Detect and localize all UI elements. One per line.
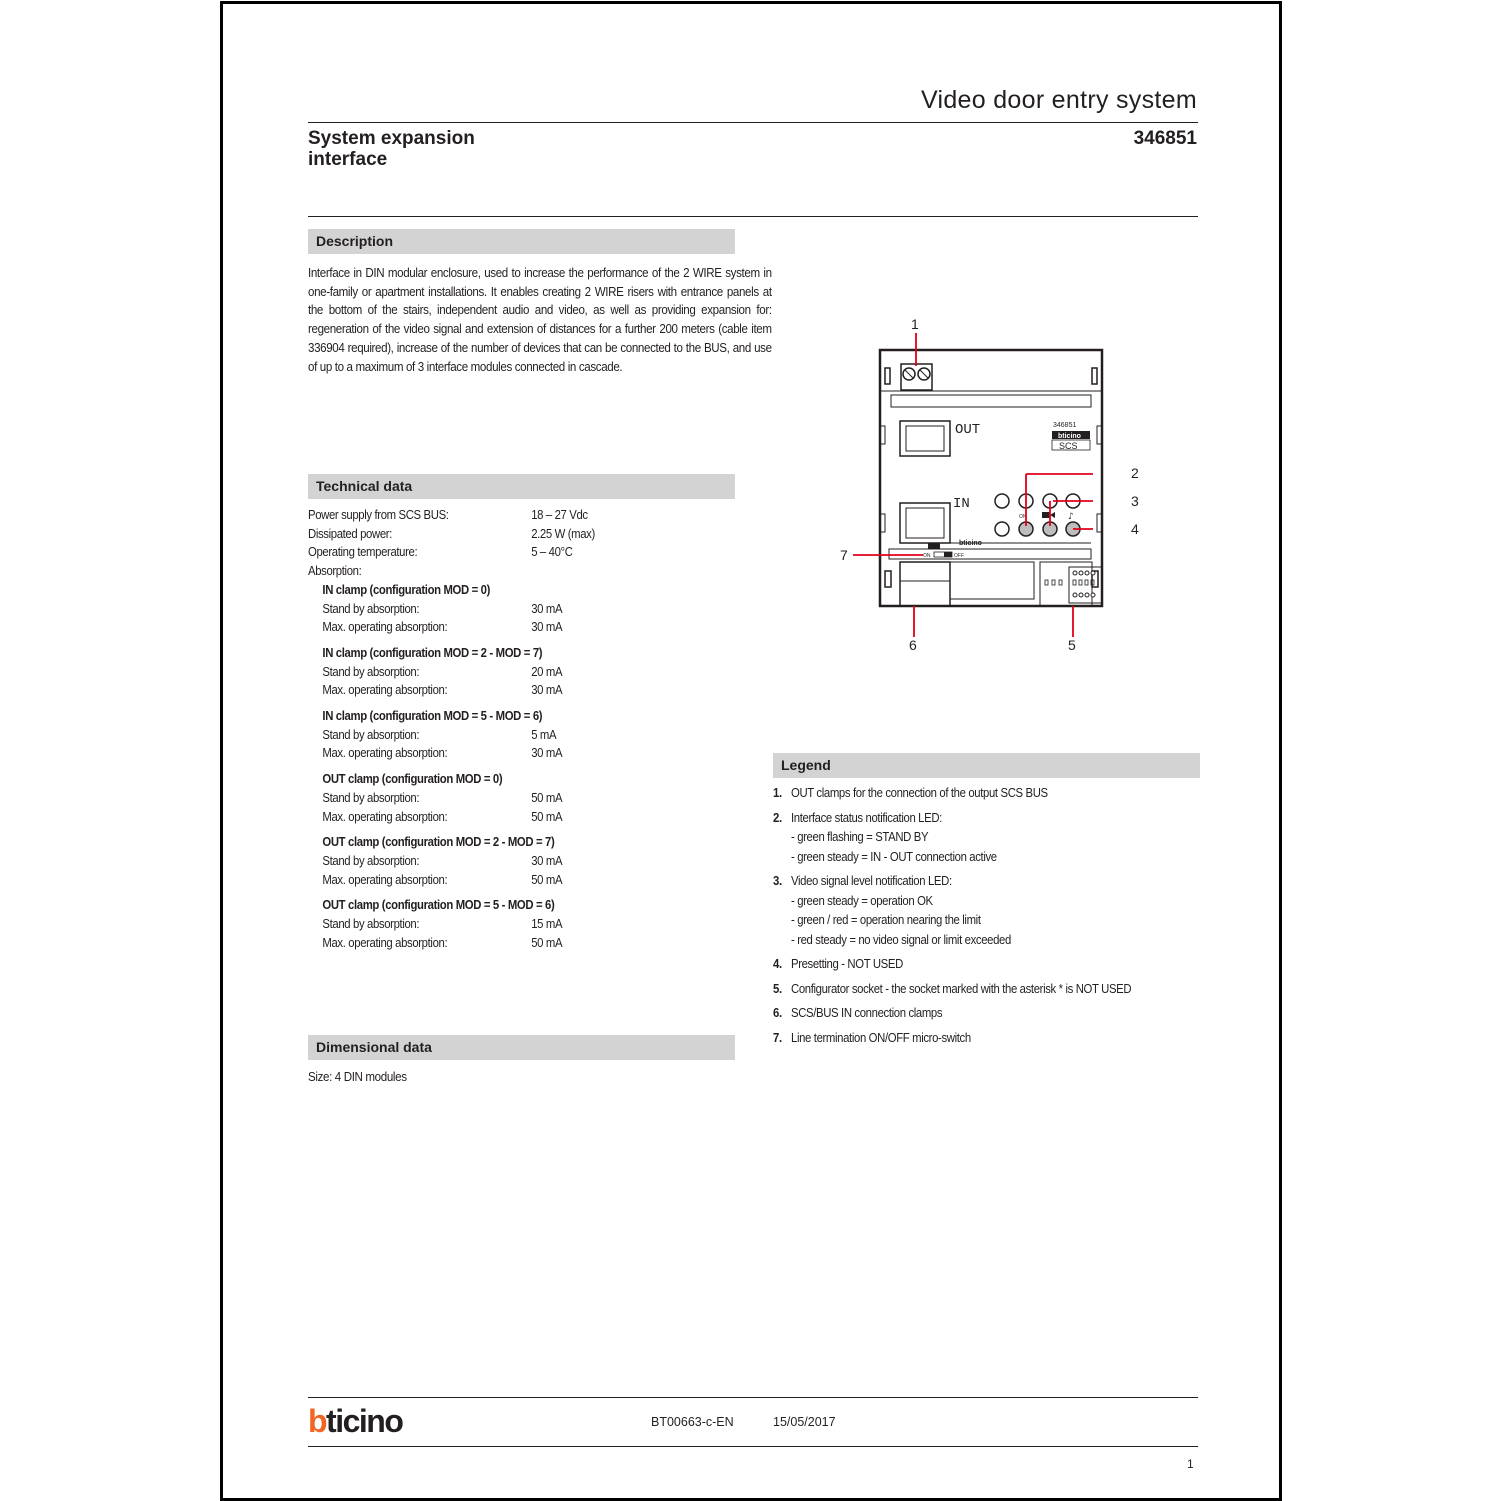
technical-data-value: 30 mA: [531, 853, 563, 868]
legend-item-number: 5.: [773, 981, 782, 996]
socket-pin-icon: [1091, 593, 1095, 597]
legend-item-text: Presetting - NOT USED: [791, 957, 903, 971]
switch-off-label: OFF: [954, 553, 964, 559]
legend-list: [773, 784, 1151, 1053]
technical-data-value: 30 mA: [531, 746, 563, 761]
legend-item-number: 1.: [773, 786, 782, 800]
legend-item: [773, 955, 1151, 975]
socket-pin-icon: [1091, 571, 1095, 575]
technical-data-value: 18 – 27 Vdc: [531, 508, 588, 522]
socket-pin-icon: [1073, 571, 1077, 575]
legend-item-detail: - green steady = IN - OUT connection active: [791, 849, 997, 864]
callout-2: 2: [1131, 465, 1139, 481]
scs-badge-text: SCS: [1059, 441, 1078, 451]
technical-data-label: Absorption:: [308, 564, 362, 579]
technical-data-row: [308, 600, 740, 619]
absorption-group-title: IN clamp (configuration MOD = 2 - MOD = 7): [322, 645, 543, 660]
technical-data-value: 5 mA: [531, 727, 557, 742]
callout-4: 4: [1131, 521, 1139, 537]
legend-item: [773, 980, 1151, 1000]
technical-data-row: [308, 681, 740, 700]
header-rule: [308, 122, 1198, 123]
camera-icon: [1042, 512, 1050, 518]
technical-data-value: 30 mA: [531, 601, 563, 616]
technical-data-row: [308, 934, 740, 953]
led-on-mark: ON: [1019, 514, 1027, 520]
device-diagram: [813, 309, 1153, 664]
brand-badge-text: bticino: [1058, 433, 1081, 440]
product-name: [308, 128, 608, 170]
legend-item-detail: - red steady = no video signal or limit exceeded: [791, 932, 1011, 947]
technical-data-value: 30 mA: [531, 620, 563, 635]
page-number: 1: [1187, 1457, 1194, 1471]
technical-data-row: [308, 618, 740, 637]
in-label: IN: [953, 496, 970, 512]
document-category-title: Video door entry system: [920, 86, 1197, 114]
technical-data-row: [308, 833, 740, 852]
technical-data-label: Stand by absorption:: [322, 664, 420, 679]
technical-data-label: Max. operating absorption:: [322, 809, 448, 824]
technical-data-label: Max. operating absorption:: [322, 746, 448, 761]
dimensional-data-heading: Dimensional data: [308, 1035, 735, 1060]
technical-data-row: [308, 663, 740, 682]
legend-item-text: Line termination ON/OFF micro-switch: [791, 1030, 971, 1045]
footer-rule: [308, 1397, 1198, 1398]
technical-data-row: [308, 581, 740, 600]
legend-item-detail: - green steady = operation OK: [791, 893, 933, 908]
technical-data-value: 50 mA: [531, 872, 563, 887]
technical-data-row: [308, 525, 740, 544]
legend-item-text: OUT clamps for the connection of the output SCS BUS: [791, 786, 1048, 800]
technical-data-value: 30 mA: [531, 683, 563, 698]
model-label: 346851: [1053, 422, 1077, 429]
technical-data-label: Operating temperature:: [308, 545, 418, 560]
absorption-group-title: IN clamp (configuration MOD = 0): [322, 582, 491, 597]
panel-brand: bticino: [959, 540, 982, 547]
music-note-icon: ♪: [1068, 512, 1074, 522]
out-label: OUT: [955, 422, 981, 438]
technical-data-label: Stand by absorption:: [322, 727, 420, 742]
socket-pin-icon: [1085, 571, 1089, 575]
legend-item-number: 2.: [773, 810, 782, 825]
technical-data-row: [308, 506, 740, 525]
led-bottom-1-icon: [995, 522, 1009, 536]
technical-data-row: [308, 744, 740, 763]
technical-data-table: [308, 506, 735, 966]
legend-item: [773, 1029, 1151, 1049]
technical-data-label: Max. operating absorption:: [322, 683, 448, 698]
document-date: 15/05/2017: [773, 1415, 836, 1429]
technical-data-row: [308, 644, 740, 663]
legend-item-detail: - green flashing = STAND BY: [791, 830, 929, 844]
legend-item-text: Interface status notification LED:: [791, 810, 942, 825]
callout-7: 7: [840, 547, 848, 563]
technical-data-row: [308, 789, 740, 808]
datasheet-page: [220, 1, 1282, 1501]
legend-heading: Legend: [773, 753, 1200, 778]
technical-data-row: [308, 915, 740, 934]
switch-on-label: ON: [923, 553, 931, 559]
callout-6: 6: [909, 637, 917, 653]
technical-data-row: [308, 726, 740, 745]
technical-data-value: 5 – 40°C: [531, 545, 573, 560]
technical-data-value: 2.25 W (max): [531, 526, 595, 541]
legend-item-text: SCS/BUS IN connection clamps: [791, 1006, 943, 1020]
socket-pin-icon: [1079, 571, 1083, 575]
absorption-group-title: OUT clamp (configuration MOD = 2 - MOD = 7): [322, 835, 555, 850]
socket-pin-icon: [1073, 593, 1077, 597]
technical-data-row: [308, 852, 740, 871]
legend-item-detail: - green / red = operation nearing the limit: [791, 913, 981, 927]
absorption-group-title: OUT clamp (configuration MOD = 0): [322, 772, 503, 787]
technical-data-value: 50 mA: [531, 809, 563, 824]
technical-data-label: Max. operating absorption:: [322, 620, 448, 635]
led-top-1-icon: [995, 494, 1009, 508]
legend-item-text: Video signal level notification LED:: [791, 874, 952, 888]
technical-data-heading: Technical data: [308, 474, 735, 499]
technical-data-label: Stand by absorption:: [322, 917, 420, 931]
technical-data-label: Power supply from SCS BUS:: [308, 508, 449, 522]
technical-data-value: 50 mA: [531, 935, 563, 950]
switch-knob: [944, 552, 952, 557]
product-name-line1: System expansion: [308, 128, 475, 149]
legend-item: [773, 784, 1151, 804]
technical-data-label: Stand by absorption:: [322, 601, 420, 616]
logo-text: bticino: [308, 1404, 403, 1436]
callout-3: 3: [1131, 493, 1139, 509]
technical-data-label: Dissipated power:: [308, 526, 392, 541]
technical-data-label: Max. operating absorption:: [322, 935, 448, 950]
legend-item: [773, 872, 1151, 950]
header-bottom-rule: [308, 216, 1198, 217]
legend-item-number: 4.: [773, 957, 782, 971]
socket-pin-icon: [1085, 593, 1089, 597]
callout-5: 5: [1068, 637, 1076, 653]
legend-item-number: 7.: [773, 1030, 782, 1045]
bticino-logo: [308, 1404, 440, 1436]
dimensional-data-text: Size: 4 DIN modules: [308, 1070, 407, 1084]
legend-item-text: Configurator socket - the socket marked with the asterisk * is NOT USED: [791, 981, 1132, 996]
technical-data-value: 20 mA: [531, 664, 563, 679]
technical-data-row: [308, 770, 740, 789]
technical-data-value: 15 mA: [531, 917, 563, 931]
footer-bottom-rule: [308, 1446, 1198, 1447]
socket-pin-icon: [1079, 593, 1083, 597]
legend-item-number: 6.: [773, 1006, 782, 1020]
legend-item: [773, 809, 1151, 868]
technical-data-row: [308, 543, 740, 562]
technical-data-row: [308, 707, 740, 726]
legend-item-number: 3.: [773, 874, 782, 888]
technical-data-value: 50 mA: [531, 790, 563, 805]
product-code: 346851: [1133, 128, 1197, 149]
technical-data-label: Max. operating absorption:: [322, 872, 448, 887]
in-connector: [928, 543, 940, 549]
description-heading: Description: [308, 229, 735, 254]
technical-data-row: [308, 562, 740, 581]
description-text: Interface in DIN modular enclosure, used to increase the performance of the 2 WIRE system in one-family or apartment installations. It enables creating 2 WIRE risers with entrance panels at the bottom of the stairs, independent audio and video, as well as providing expansion for: regeneration of the video signal and extension of distances for a further 200 meters (cable item 336904 required), increase of the number of devices that can be connected to the BUS, and use of up to a maximum of 3 interface modules connected in cascade.: [308, 266, 772, 374]
absorption-group-title: OUT clamp (configuration MOD = 5 - MOD = 6): [322, 898, 555, 913]
technical-data-label: Stand by absorption:: [322, 853, 420, 868]
technical-data-row: [308, 871, 740, 890]
technical-data-label: Stand by absorption:: [322, 790, 420, 805]
callout-1: 1: [911, 316, 919, 332]
legend-item: [773, 1004, 1151, 1024]
absorption-group-title: IN clamp (configuration MOD = 5 - MOD = 6): [322, 709, 543, 723]
document-code: BT00663-c-EN: [651, 1415, 734, 1429]
technical-data-row: [308, 808, 740, 827]
technical-data-row: [308, 896, 740, 915]
product-name-line2: interface: [308, 149, 388, 170]
